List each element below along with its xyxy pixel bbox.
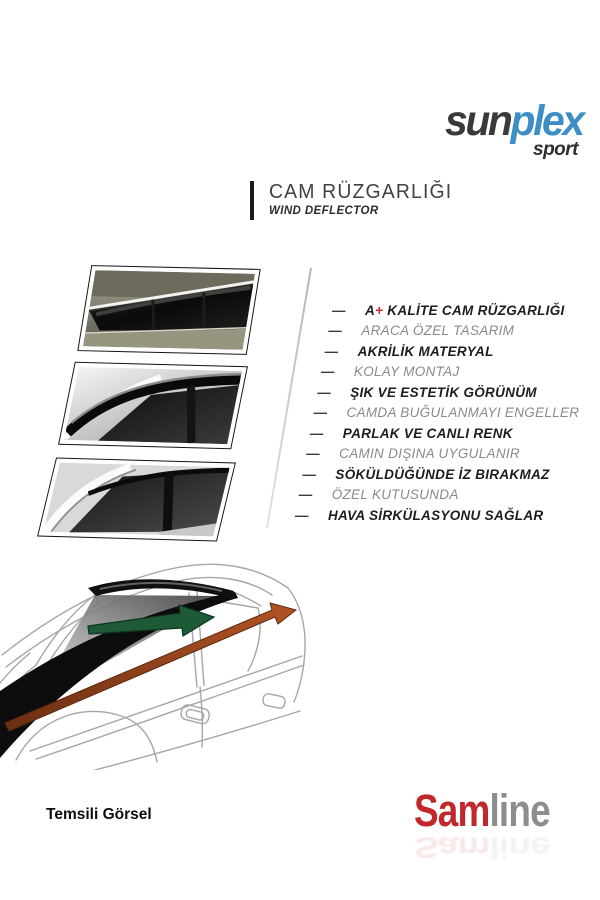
bullet-dash-icon: — [309,425,324,441]
feature-label: PARLAK VE CANLI RENK [342,425,513,441]
bullet-dash-icon: — [317,384,331,400]
bullet-dash-icon: — [320,364,335,380]
feature-label: ŞIK VE ESTETİK GÖRÜNÜM [350,384,537,400]
samline-logo [414,785,550,836]
page-subtitle: WIND DEFLECTOR [269,205,379,217]
bullet-dash-icon: — [298,487,313,503]
samline-logo-reflection [414,830,550,864]
feature-item [325,344,494,359]
bullet-dash-icon: — [306,446,320,462]
disclaimer-text: Temsili Görsel [46,806,152,823]
feature-item [328,323,514,338]
feature-item [295,508,543,523]
page-title: CAM RÜZGARLIĞI [269,181,453,203]
feature-item [321,364,460,379]
samline-logo-sam: Sam [414,785,490,836]
feature-item [306,446,520,461]
feature-item [317,385,537,400]
feature-label: ÖZEL KUTUSUNDA [331,487,459,503]
feature-item [299,487,459,502]
feature-label: ARACA ÖZEL TASARIM [361,323,515,339]
feature-item [332,303,565,318]
samline-reflection-line: line [489,830,550,864]
samline-logo-line: line [489,785,550,836]
sunplex-logo-sun: sun [445,97,511,145]
feature-label: HAVA SİRKÜLASYONU SAĞLAR [328,507,544,523]
feature-item [310,426,513,441]
red-plus-accent: + [375,303,384,318]
bullet-dash-icon: — [302,466,317,482]
sunplex-logo-plex: plex [510,97,583,145]
feature-item [314,405,580,420]
airflow-illustration [0,555,320,770]
feature-label: CAMDA BUĞULANMAYI ENGELLER [346,405,580,421]
samline-reflection-sam: Sam [414,830,490,864]
bullet-dash-icon: — [328,323,343,339]
sunplex-logo-sport: sport [533,139,578,160]
bullet-dash-icon: — [295,507,309,523]
feature-label: CAMIN DIŞINA UYGULANIR [339,446,520,462]
feature-item [302,467,549,482]
feature-label: A+ KALİTE CAM RÜZGARLIĞI [365,303,565,318]
feature-label: AKRİLİK MATERYAL [357,343,494,359]
feature-label: KOLAY MONTAJ [353,364,460,380]
bullet-dash-icon: — [324,343,339,359]
feature-label: SÖKÜLDÜĞÜNDE İZ BIRAKMAZ [335,466,550,482]
bullet-dash-icon: — [332,303,346,318]
bullet-dash-icon: — [313,405,328,421]
